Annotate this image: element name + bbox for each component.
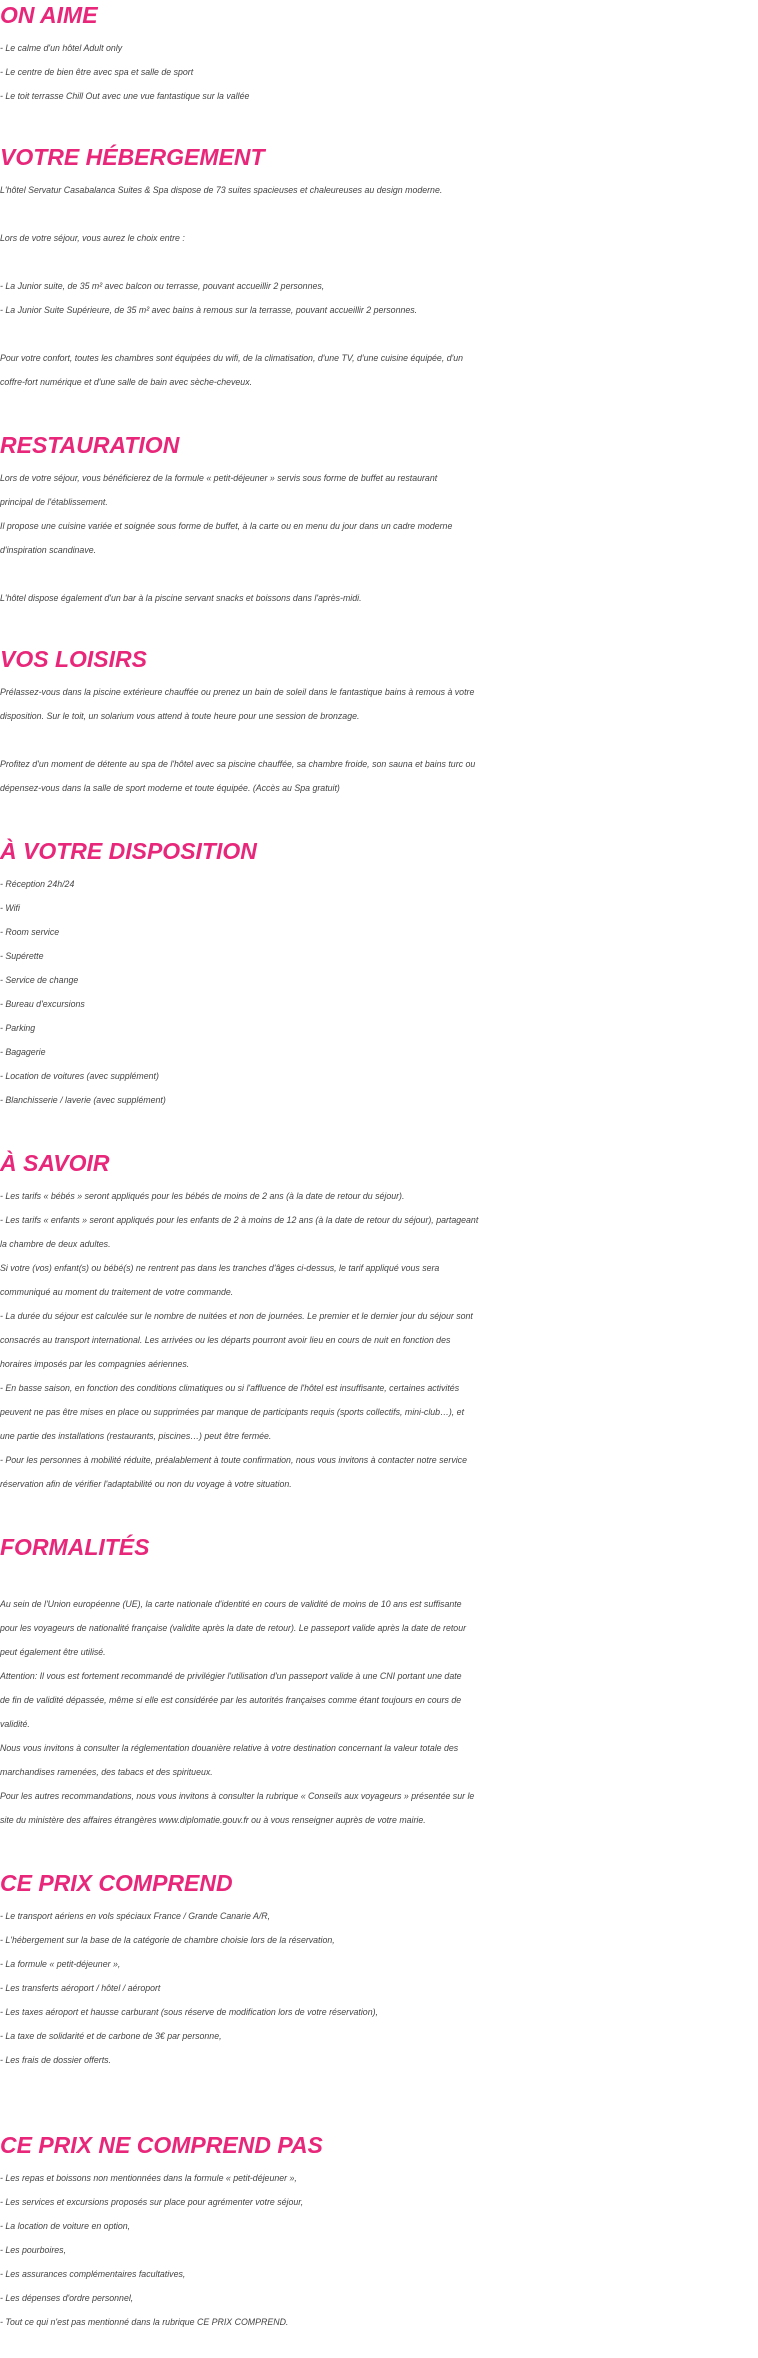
text-line: - Supérette: [0, 951, 44, 961]
text-line: - La durée du séjour est calculée sur le nombre de nuitées et non de journées. Le premier et le dernier jour du séjour sont: [0, 1311, 473, 1321]
text-line: réservation afin de vérifier l'adaptabilité ou non du voyage à votre situation.: [0, 1479, 292, 1489]
text-line: - Les frais de dossier offerts.: [0, 2055, 111, 2065]
blank-line: [0, 1568, 758, 1592]
text-line: Au sein de l'Union européenne (UE), la carte nationale d'identité en cours de validité de moins de 10 ans est suffisante: [0, 1599, 462, 1609]
section-title: À VOTRE DISPOSITION: [0, 838, 257, 864]
section-prix-ne-comprend-pas: [0, 2130, 758, 2334]
text-line: - L'hébergement sur la base de la catégorie de chambre choisie lors de la réservation,: [0, 1935, 335, 1945]
section-body: [0, 1184, 758, 1496]
section-disposition: [0, 836, 758, 1112]
text-line: communiqué au moment du traitement de votre commande.: [0, 1287, 234, 1297]
text-line: peut également être utilisé.: [0, 1647, 106, 1657]
text-line: - Pour les personnes à mobilité réduite, préalablement à toute confirmation, nous vous invitons à contacter notre service: [0, 1455, 467, 1465]
text-line: une partie des installations (restaurants, piscines…) peut être fermée.: [0, 1431, 272, 1441]
text-line: Nous vous invitons à consulter la réglementation douanière relative à votre destination concernant la valeur totale des: [0, 1743, 459, 1753]
text-line: horaires imposés par les compagnies aériennes.: [0, 1359, 190, 1369]
section-title: FORMALITÉS: [0, 1534, 150, 1560]
section-title: À SAVOIR: [0, 1150, 110, 1176]
section-prix-comprend: [0, 1868, 758, 2072]
text-line: site du ministère des affaires étrangères www.diplomatie.gouv.fr ou à vous renseigner auprès de votre mairie.: [0, 1815, 426, 1825]
text-line: coffre-fort numérique et d'une salle de bain avec sèche-cheveux.: [0, 377, 253, 387]
section-formalites: [0, 1532, 758, 1832]
text-line: - Les taxes aéroport et hausse carburant (sous réserve de modification lors de votre réservation),: [0, 2007, 378, 2017]
text-line: principal de l'établissement.: [0, 497, 108, 507]
text-line: Pour les autres recommandations, nous vous invitons à consulter la rubrique « Conseils aux voyageurs » présentée sur le: [0, 1791, 475, 1801]
text-line: - La location de voiture en option,: [0, 2221, 131, 2231]
text-line: peuvent ne pas être mises en place ou supprimées par manque de participants requis (sports collectifs, mini-club…), et: [0, 1407, 465, 1417]
text-line: Attention: Il vous est fortement recommandé de privilégier l'utilisation d'un passeport valide à une CNI portant une date: [0, 1671, 462, 1681]
blank-line: [0, 728, 758, 752]
section-body: [0, 872, 758, 1112]
text-line: disposition. Sur le toit, un solarium vous attend à toute heure pour une session de bronzage.: [0, 711, 360, 721]
text-line: - La taxe de solidarité et de carbone de 3€ par personne,: [0, 2031, 222, 2041]
text-line: - La formule « petit-déjeuner »,: [0, 1959, 121, 1969]
text-line: marchandises ramenées, des tabacs et des spiritueux.: [0, 1767, 213, 1777]
text-line: - Le calme d'un hôtel Adult only: [0, 43, 123, 53]
text-line: la chambre de deux adultes.: [0, 1239, 111, 1249]
text-line: d'inspiration scandinave.: [0, 545, 97, 555]
section-restauration: [0, 430, 758, 610]
text-line: - Location de voitures (avec supplément): [0, 1071, 159, 1081]
text-line: Si votre (vos) enfant(s) ou bébé(s) ne rentrent pas dans les tranches d'âges ci-dessus, le tarif appliqué vous sera: [0, 1263, 440, 1273]
section-on-aime: [0, 0, 758, 108]
text-line: Lors de votre séjour, vous bénéficierez de la formule « petit-déjeuner » servis sous forme de buffet au restaurant: [0, 473, 438, 483]
text-line: - Les assurances complémentaires facultatives,: [0, 2269, 186, 2279]
section-title: VOTRE HÉBERGEMENT: [0, 144, 265, 170]
text-line: Prélassez-vous dans la piscine extérieure chauffée ou prenez un bain de soleil dans le fantastique bains à remous à votre: [0, 687, 475, 697]
section-hebergement: [0, 142, 758, 394]
text-line: - Bureau d'excursions: [0, 999, 85, 1009]
section-body: [0, 1568, 758, 1832]
text-line: pour les voyageurs de nationalité française (validite après la date de retour). Le passeport valide après la date de retour: [0, 1623, 467, 1633]
section-body: [0, 466, 758, 610]
text-line: - Les pourboires,: [0, 2245, 67, 2255]
text-line: validité.: [0, 1719, 30, 1729]
text-line: Pour votre confort, toutes les chambres sont équipées du wifi, de la climatisation, d'une TV, d'une cuisine équipée, d'un: [0, 353, 464, 363]
section-body: [0, 1904, 758, 2072]
text-line: consacrés au transport international. Les arrivées ou les départs pourront avoir lieu en cours de nuit en fonction des: [0, 1335, 451, 1345]
text-line: - Blanchisserie / laverie (avec supplément): [0, 1095, 166, 1105]
section-body: [0, 178, 758, 394]
blank-line: [0, 562, 758, 586]
text-line: - Le centre de bien être avec spa et salle de sport: [0, 67, 194, 77]
text-line: de fin de validité dépassée, même si elle est considérée par les autorités françaises comme étant toujours en cours de: [0, 1695, 462, 1705]
text-line: L'hôtel Servatur Casabalanca Suites & Spa dispose de 73 suites spacieuses et chaleureuses au design moderne.: [0, 185, 443, 195]
text-line: - Room service: [0, 927, 60, 937]
text-line: - Wifi: [0, 903, 20, 913]
text-line: - La Junior Suite Supérieure, de 35 m² avec bains à remous sur la terrasse, pouvant accueillir 2 personnes.: [0, 305, 418, 315]
text-line: - Bagagerie: [0, 1047, 46, 1057]
section-title: ON AIME: [0, 2, 98, 28]
text-line: - La Junior suite, de 35 m² avec balcon ou terrasse, pouvant accueillir 2 personnes,: [0, 281, 325, 291]
text-line: Il propose une cuisine variée et soignée sous forme de buffet, à la carte ou en menu du jour dans un cadre moderne: [0, 521, 453, 531]
section-a-savoir: [0, 1148, 758, 1496]
text-line: L'hôtel dispose également d'un bar à la piscine servant snacks et boissons dans l'après-midi.: [0, 593, 362, 603]
text-line: - Les services et excursions proposés sur place pour agrémenter votre séjour,: [0, 2197, 304, 2207]
section-title: VOS LOISIRS: [0, 646, 147, 672]
text-line: Lors de votre séjour, vous aurez le choix entre :: [0, 233, 185, 243]
section-title: RESTAURATION: [0, 432, 180, 458]
text-line: - En basse saison, en fonction des conditions climatiques ou si l'affluence de l'hôtel est insuffisante, certaines activités: [0, 1383, 460, 1393]
text-line: - Parking: [0, 1023, 36, 1033]
text-line: - Tout ce qui n'est pas mentionné dans la rubrique CE PRIX COMPREND.: [0, 2317, 289, 2327]
text-line: Profitez d'un moment de détente au spa de l'hôtel avec sa piscine chauffée, sa chambre froide, son sauna et bains turc ou: [0, 759, 476, 769]
text-line: - Les dépenses d'ordre personnel,: [0, 2293, 134, 2303]
text-line: - Le toit terrasse Chill Out avec une vue fantastique sur la vallée: [0, 91, 250, 101]
section-body: [0, 2166, 758, 2334]
text-line: - Les transferts aéroport / hôtel / aéroport: [0, 1983, 161, 1993]
text-line: - Les tarifs « enfants » seront appliqués pour les enfants de 2 à moins de 12 ans (à la date de retour du séjour), partageant: [0, 1215, 479, 1225]
text-line: - Les tarifs « bébés » seront appliqués pour les bébés de moins de 2 ans (à la date de retour du séjour).: [0, 1191, 405, 1201]
text-line: dépensez-vous dans la salle de sport moderne et toute équipée. (Accès au Spa gratuit): [0, 783, 340, 793]
section-body: [0, 680, 758, 800]
blank-line: [0, 250, 758, 274]
blank-line: [0, 202, 758, 226]
section-body: [0, 36, 758, 108]
text-line: - Réception 24h/24: [0, 879, 75, 889]
section-title: CE PRIX COMPREND: [0, 1870, 233, 1896]
section-title: CE PRIX NE COMPREND PAS: [0, 2132, 323, 2158]
blank-line: [0, 322, 758, 346]
text-line: - Le transport aériens en vols spéciaux France / Grande Canarie A/R,: [0, 1911, 271, 1921]
section-loisirs: [0, 644, 758, 800]
text-line: - Service de change: [0, 975, 79, 985]
text-line: - Les repas et boissons non mentionnées dans la formule « petit-déjeuner »,: [0, 2173, 297, 2183]
